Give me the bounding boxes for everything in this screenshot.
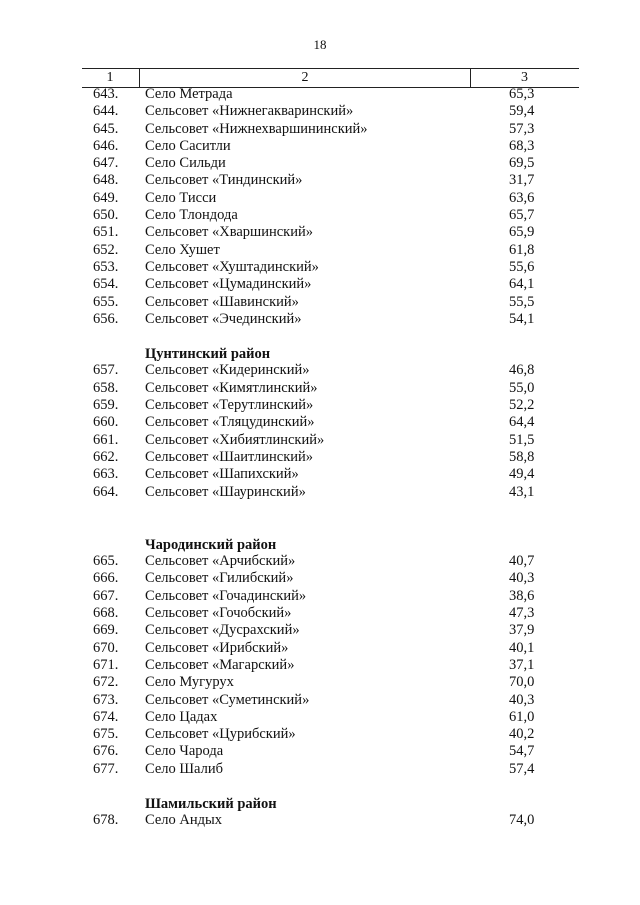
row-name: Село Андых — [145, 812, 222, 829]
row-value: 54,7 — [509, 743, 535, 760]
section-title: Чародинский район — [145, 536, 277, 553]
row-name: Село Метрада — [145, 86, 233, 102]
row-name: Село Сильди — [145, 155, 226, 172]
row-number: 646. — [93, 137, 119, 154]
row-value: 46,8 — [509, 362, 535, 379]
table-row — [0, 259, 640, 276]
table-row — [0, 570, 640, 587]
row-group-d — [0, 812, 640, 829]
table-row — [0, 172, 640, 189]
row-name: Сельсовет «Эчединский» — [145, 310, 302, 327]
header-col-2: 2 — [139, 69, 471, 87]
table-row — [0, 761, 640, 778]
table-row — [0, 709, 640, 726]
row-number: 668. — [93, 605, 119, 622]
table-row — [0, 674, 640, 691]
row-name: Сельсовет «Магарский» — [145, 656, 295, 673]
table-row — [0, 588, 640, 605]
row-number: 656. — [93, 310, 119, 327]
header-col-3: 3 — [521, 70, 528, 85]
row-value: 37,1 — [509, 656, 535, 673]
row-value: 47,3 — [509, 605, 535, 622]
table-row — [0, 449, 640, 466]
table-row — [0, 121, 640, 138]
row-value: 65,7 — [509, 207, 535, 224]
row-name: Село Шалиб — [145, 760, 223, 777]
row-value: 58,8 — [509, 448, 535, 465]
page-number: 18 — [313, 37, 327, 52]
row-number: 674. — [93, 708, 119, 725]
row-name: Село Хушет — [145, 241, 220, 258]
row-name: Село Саситли — [145, 137, 231, 154]
table-row — [0, 605, 640, 622]
row-name: Сельсовет «Хваршинский» — [145, 224, 313, 241]
row-number: 643. — [93, 86, 119, 102]
row-name: Сельсовет «Нижнехваршининский» — [145, 120, 368, 137]
table-row — [0, 484, 640, 501]
row-name: Село Чарода — [145, 743, 224, 760]
section-title: Цунтинский район — [145, 346, 271, 363]
row-value: 40,1 — [509, 639, 535, 656]
row-number: 665. — [93, 553, 119, 570]
row-number: 648. — [93, 172, 119, 189]
row-number: 673. — [93, 691, 119, 708]
table-row — [0, 224, 640, 241]
row-number: 651. — [93, 224, 119, 241]
row-number: 676. — [93, 743, 119, 760]
row-name: Сельсовет «Тляцудинский» — [145, 414, 315, 431]
table-row — [0, 397, 640, 414]
row-number: 677. — [93, 760, 119, 777]
table-row — [0, 155, 640, 172]
table-row — [0, 414, 640, 431]
row-number: 672. — [93, 674, 119, 691]
row-value: 63,6 — [509, 189, 535, 206]
row-number: 652. — [93, 241, 119, 258]
row-name: Сельсовет «Дусрахский» — [145, 622, 300, 639]
header-col-1: 1 — [106, 70, 114, 85]
section-heading-shamilsky — [0, 795, 640, 812]
row-value: 74,0 — [509, 812, 535, 829]
row-value: 31,7 — [509, 172, 535, 189]
row-group-c — [0, 553, 640, 778]
table-row — [0, 190, 640, 207]
row-group-b — [0, 362, 640, 500]
table-row — [0, 103, 640, 120]
row-value: 38,6 — [509, 587, 535, 604]
row-name: Сельсовет «Цурибский» — [145, 726, 296, 743]
table-row — [0, 743, 640, 760]
table-row — [0, 242, 640, 259]
row-name: Сельсовет «Цумадинский» — [145, 276, 312, 293]
row-number: 655. — [93, 293, 119, 310]
row-value: 55,0 — [509, 379, 535, 396]
table-row — [0, 311, 640, 328]
row-name: Сельсовет «Суметинский» — [145, 691, 310, 708]
row-number: 654. — [93, 276, 119, 293]
row-value: 40,7 — [509, 553, 535, 570]
row-number: 670. — [93, 639, 119, 656]
row-value: 40,2 — [509, 726, 535, 743]
table-row — [0, 622, 640, 639]
row-value: 57,4 — [509, 760, 535, 777]
row-value: 43,1 — [509, 483, 535, 500]
section-heading-tsuntinsky — [0, 345, 640, 362]
row-name: Сельсовет «Шаитлинский» — [145, 448, 314, 465]
section-heading-charodinsky — [0, 536, 640, 553]
row-value: 52,2 — [509, 397, 535, 414]
row-number: 649. — [93, 189, 119, 206]
row-value: 37,9 — [509, 622, 535, 639]
table-row — [0, 380, 640, 397]
row-number: 660. — [93, 414, 119, 431]
row-number: 644. — [93, 103, 119, 120]
row-value: 54,1 — [509, 310, 535, 327]
row-value: 61,0 — [509, 708, 535, 725]
table-row — [0, 362, 640, 379]
row-name: Сельсовет «Арчибский» — [145, 553, 296, 570]
row-name: Сельсовет «Хуштадинский» — [145, 258, 319, 275]
table-row — [0, 276, 640, 293]
row-value: 40,3 — [509, 691, 535, 708]
row-name: Сельсовет «Гилибский» — [145, 570, 294, 587]
row-value: 65,3 — [509, 86, 535, 102]
table-row — [0, 138, 640, 155]
row-number: 664. — [93, 483, 119, 500]
row-number: 657. — [93, 362, 119, 379]
row-value: 51,5 — [509, 431, 535, 448]
table-row — [0, 86, 640, 103]
table-header — [82, 68, 579, 88]
table-row — [0, 207, 640, 224]
table-row — [0, 692, 640, 709]
row-name: Сельсовет «Ирибский» — [145, 639, 289, 656]
row-number: 675. — [93, 726, 119, 743]
row-value: 64,1 — [509, 276, 535, 293]
table-row — [0, 657, 640, 674]
row-value: 40,3 — [509, 570, 535, 587]
row-name: Село Мугурух — [145, 674, 234, 691]
row-number: 666. — [93, 570, 119, 587]
row-number: 645. — [93, 120, 119, 137]
row-value: 59,4 — [509, 103, 535, 120]
row-name: Сельсовет «Шауринский» — [145, 483, 306, 500]
row-value: 64,4 — [509, 414, 535, 431]
row-name: Сельсовет «Кидеринский» — [145, 362, 310, 379]
row-number: 678. — [93, 812, 119, 829]
table-row — [0, 726, 640, 743]
row-value: 68,3 — [509, 137, 535, 154]
row-name: Сельсовет «Шавинский» — [145, 293, 299, 310]
section-title: Шамильский район — [145, 795, 277, 812]
table-row — [0, 640, 640, 657]
row-name: Сельсовет «Кимятлинский» — [145, 379, 318, 396]
table-row — [0, 294, 640, 311]
row-number: 653. — [93, 258, 119, 275]
row-name: Сельсовет «Терутлинский» — [145, 397, 314, 414]
row-number: 658. — [93, 379, 119, 396]
row-name: Сельсовет «Хибиятлинский» — [145, 431, 325, 448]
row-number: 669. — [93, 622, 119, 639]
row-value: 55,5 — [509, 293, 535, 310]
row-name: Село Тлондода — [145, 207, 238, 224]
table-row — [0, 553, 640, 570]
row-number: 647. — [93, 155, 119, 172]
row-number: 663. — [93, 466, 119, 483]
table-row — [0, 466, 640, 483]
row-name: Сельсовет «Нижнегакваринский» — [145, 103, 354, 120]
row-name: Село Тисси — [145, 189, 217, 206]
row-name: Село Цадах — [145, 708, 218, 725]
row-name: Сельсовет «Тиндинский» — [145, 172, 303, 189]
row-name: Сельсовет «Шапихский» — [145, 466, 299, 483]
table-body — [0, 86, 640, 830]
row-group-a — [0, 86, 640, 328]
row-number: 650. — [93, 207, 119, 224]
row-name: Сельсовет «Гочобский» — [145, 605, 292, 622]
row-number: 662. — [93, 448, 119, 465]
row-value: 70,0 — [509, 674, 535, 691]
row-value: 69,5 — [509, 155, 535, 172]
row-value: 55,6 — [509, 258, 535, 275]
row-number: 661. — [93, 431, 119, 448]
row-number: 659. — [93, 397, 119, 414]
table-row — [0, 432, 640, 449]
row-value: 57,3 — [509, 120, 535, 137]
row-value: 61,8 — [509, 241, 535, 258]
row-number: 671. — [93, 656, 119, 673]
row-value: 49,4 — [509, 466, 535, 483]
row-value: 65,9 — [509, 224, 535, 241]
table-row — [0, 812, 640, 829]
row-number: 667. — [93, 587, 119, 604]
row-name: Сельсовет «Гочадинский» — [145, 587, 307, 604]
